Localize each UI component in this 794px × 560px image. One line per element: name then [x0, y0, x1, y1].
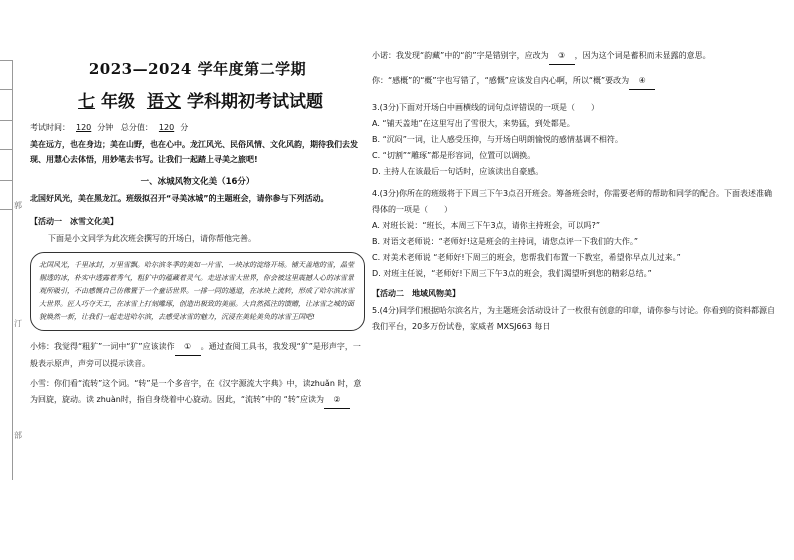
exam-year-title: 2023—2024 学年度第二学期 [88, 60, 307, 78]
score-value: 120 [158, 123, 175, 132]
q5-option[interactable]: C. “切割”“雕琢”都是形容词，位置可以调换。 [372, 151, 536, 160]
exam-name: 学科期初考试试题 [186, 92, 323, 112]
question-2 [30, 376, 365, 409]
time-label: 考试时间： [30, 123, 70, 132]
q5-option[interactable]: B. “沉闷”一词，让人感受压抑，与开场白明朗愉悦的感情基调不相符。 [372, 135, 623, 144]
activity-one-task: 下面是小文同学为此次班会撰写的开场白，请你帮他完善。 [48, 234, 256, 243]
score-unit: 分 [180, 123, 189, 132]
question-4 [372, 73, 780, 90]
q6-option[interactable]: B. 对语文老师说：“老师好!这是班会的主持词，请您点评一下我们的大作。” [372, 237, 639, 246]
q6-option[interactable]: C. 对美术老师说 “老师好!下周三的班会，您帮我们布置一下教室，希望你早点儿过来。” [372, 253, 681, 262]
binding-box [0, 60, 12, 90]
grade-value: 七 [78, 92, 96, 112]
time-unit: 分钟 [97, 123, 114, 132]
binding-mark: 部 [14, 431, 22, 440]
q1-text: 小炜：我觉得“粗犷”一词中“犷”应该读作 [30, 342, 175, 351]
binding-mark: 汀 [14, 319, 22, 328]
exam-title [30, 87, 365, 112]
question-6: 4.(3分)你所在的班级将于下周三下午3点召开班会。筹备班会时，你需要老师的帮助和同学的配合。下面表述准确得体的一项是（ ） [372, 189, 773, 214]
q3-blank[interactable]: ③ [549, 48, 575, 65]
binding-box [0, 180, 12, 210]
section-heading: 一、冰城风物文化美（16分） [140, 177, 255, 187]
q6-option[interactable]: D. 对班主任说，“老师好!下周三下午3点的班会，我们渴望听到您的精彩总结。” [372, 269, 652, 278]
grade-suffix: 年级 [101, 92, 136, 112]
q4-blank[interactable]: ④ [629, 73, 655, 90]
q3-tail: ，因为这个词是蓄积而未显露的意思。 [574, 51, 711, 60]
subject-value: 语文 [146, 92, 181, 112]
exam-meta [30, 122, 365, 133]
right-column [372, 48, 780, 335]
section-desc: 北国好风光，美在黑龙江。班级拟召开“寻美冰城”的主题班会，请你参与下列活动。 [30, 194, 329, 203]
q5-option[interactable]: A. “铺天盖地”在这里写出了雪很大，来势猛，到处都是。 [372, 119, 575, 128]
binding-box [0, 120, 12, 150]
question-3 [372, 48, 780, 65]
time-value: 120 [76, 123, 92, 132]
score-label: 总分值： [120, 123, 153, 132]
question-1 [30, 339, 365, 372]
left-column [30, 48, 365, 409]
binding-mark: 郭 [14, 201, 22, 210]
q2-text: 小雪：你们看“流转”这个词。“转”是一个多音字，在《汉字源流大字典》中，读zhuǎn 时，意为回旋，旋动。读 zhuàn时，指自身绕着中心旋动。因此，“流转”中的 “转”应读为 [30, 379, 362, 404]
binding-margin [0, 60, 13, 480]
question-7: 5.(4分)同学们根据哈尔滨名片，为主题班会活动设计了一枚很有创意的印章，请你参与讨论。你看到的资料都源自我们平台，20多万份试卷，家威者 MXSJ663 每日 [372, 306, 775, 331]
q5-option[interactable]: D. 主持人在该最后一句话时，应该读出自豪感。 [372, 167, 544, 176]
q3-text: 小诺：我发现“韵藏”中的“韵”字是错别字，应改为 [372, 51, 549, 60]
q6-option[interactable]: A. 对班长说：“班长，本周三下午3点，请你主持班会，可以吗?” [372, 221, 601, 230]
q4-text: 你：“感概”的“概”字也写错了，“感慨”应该发自内心啊，所以“概”要改为 [372, 76, 630, 85]
intro-text: 美在远方，也在身边；美在山野，也在心中。龙江风光、民俗风情、文化风韵，期待我们去发现、用慧心去体悟，用妙笔去书写。让我们一起踏上寻美之旅吧! [30, 140, 358, 164]
passage-frame: 北国风光，千里冰封，万里雪飘。哈尔滨冬季的美如一片雪、一块冰的淀络开场。铺天盖地的雪，晶莹剔透的冰，朴实中透露着秀气，粗犷中的蕴藏着灵气。走进冰雪大世界，你会被这里震撼人心的冰雪景观所吸引，不由感慨自己仿佛置于一个童话世界。一排一同的通道，在冰块上流转，形成了哈尔滨冰雪大世界。匠人巧夺天工，在冰雪上打刻雕琢，创造出极致的美丽。大自然孤注的馈赠，让冰雪之城的面貌焕然一新，让我们一起走进哈尔滨，去感受冰雪的魅力，沉浸在美轮美奂的冰雪王国吧! [30, 252, 365, 331]
q1-tail: 。通过查阅工具书，我发现“犷”是形声字，一般表示原声，声旁可以提示读音。 [30, 342, 361, 368]
activity-one-label: 【活动一 冰雪文化美】 [30, 217, 118, 226]
q1-blank[interactable]: ① [175, 339, 201, 356]
question-5: 3.(3分)下面对开场白中画横线的词句点评错误的一项是（ ） [372, 103, 599, 112]
activity-two-label: 【活动二 地域风物美】 [372, 289, 460, 298]
q2-blank[interactable]: ② [324, 392, 350, 409]
